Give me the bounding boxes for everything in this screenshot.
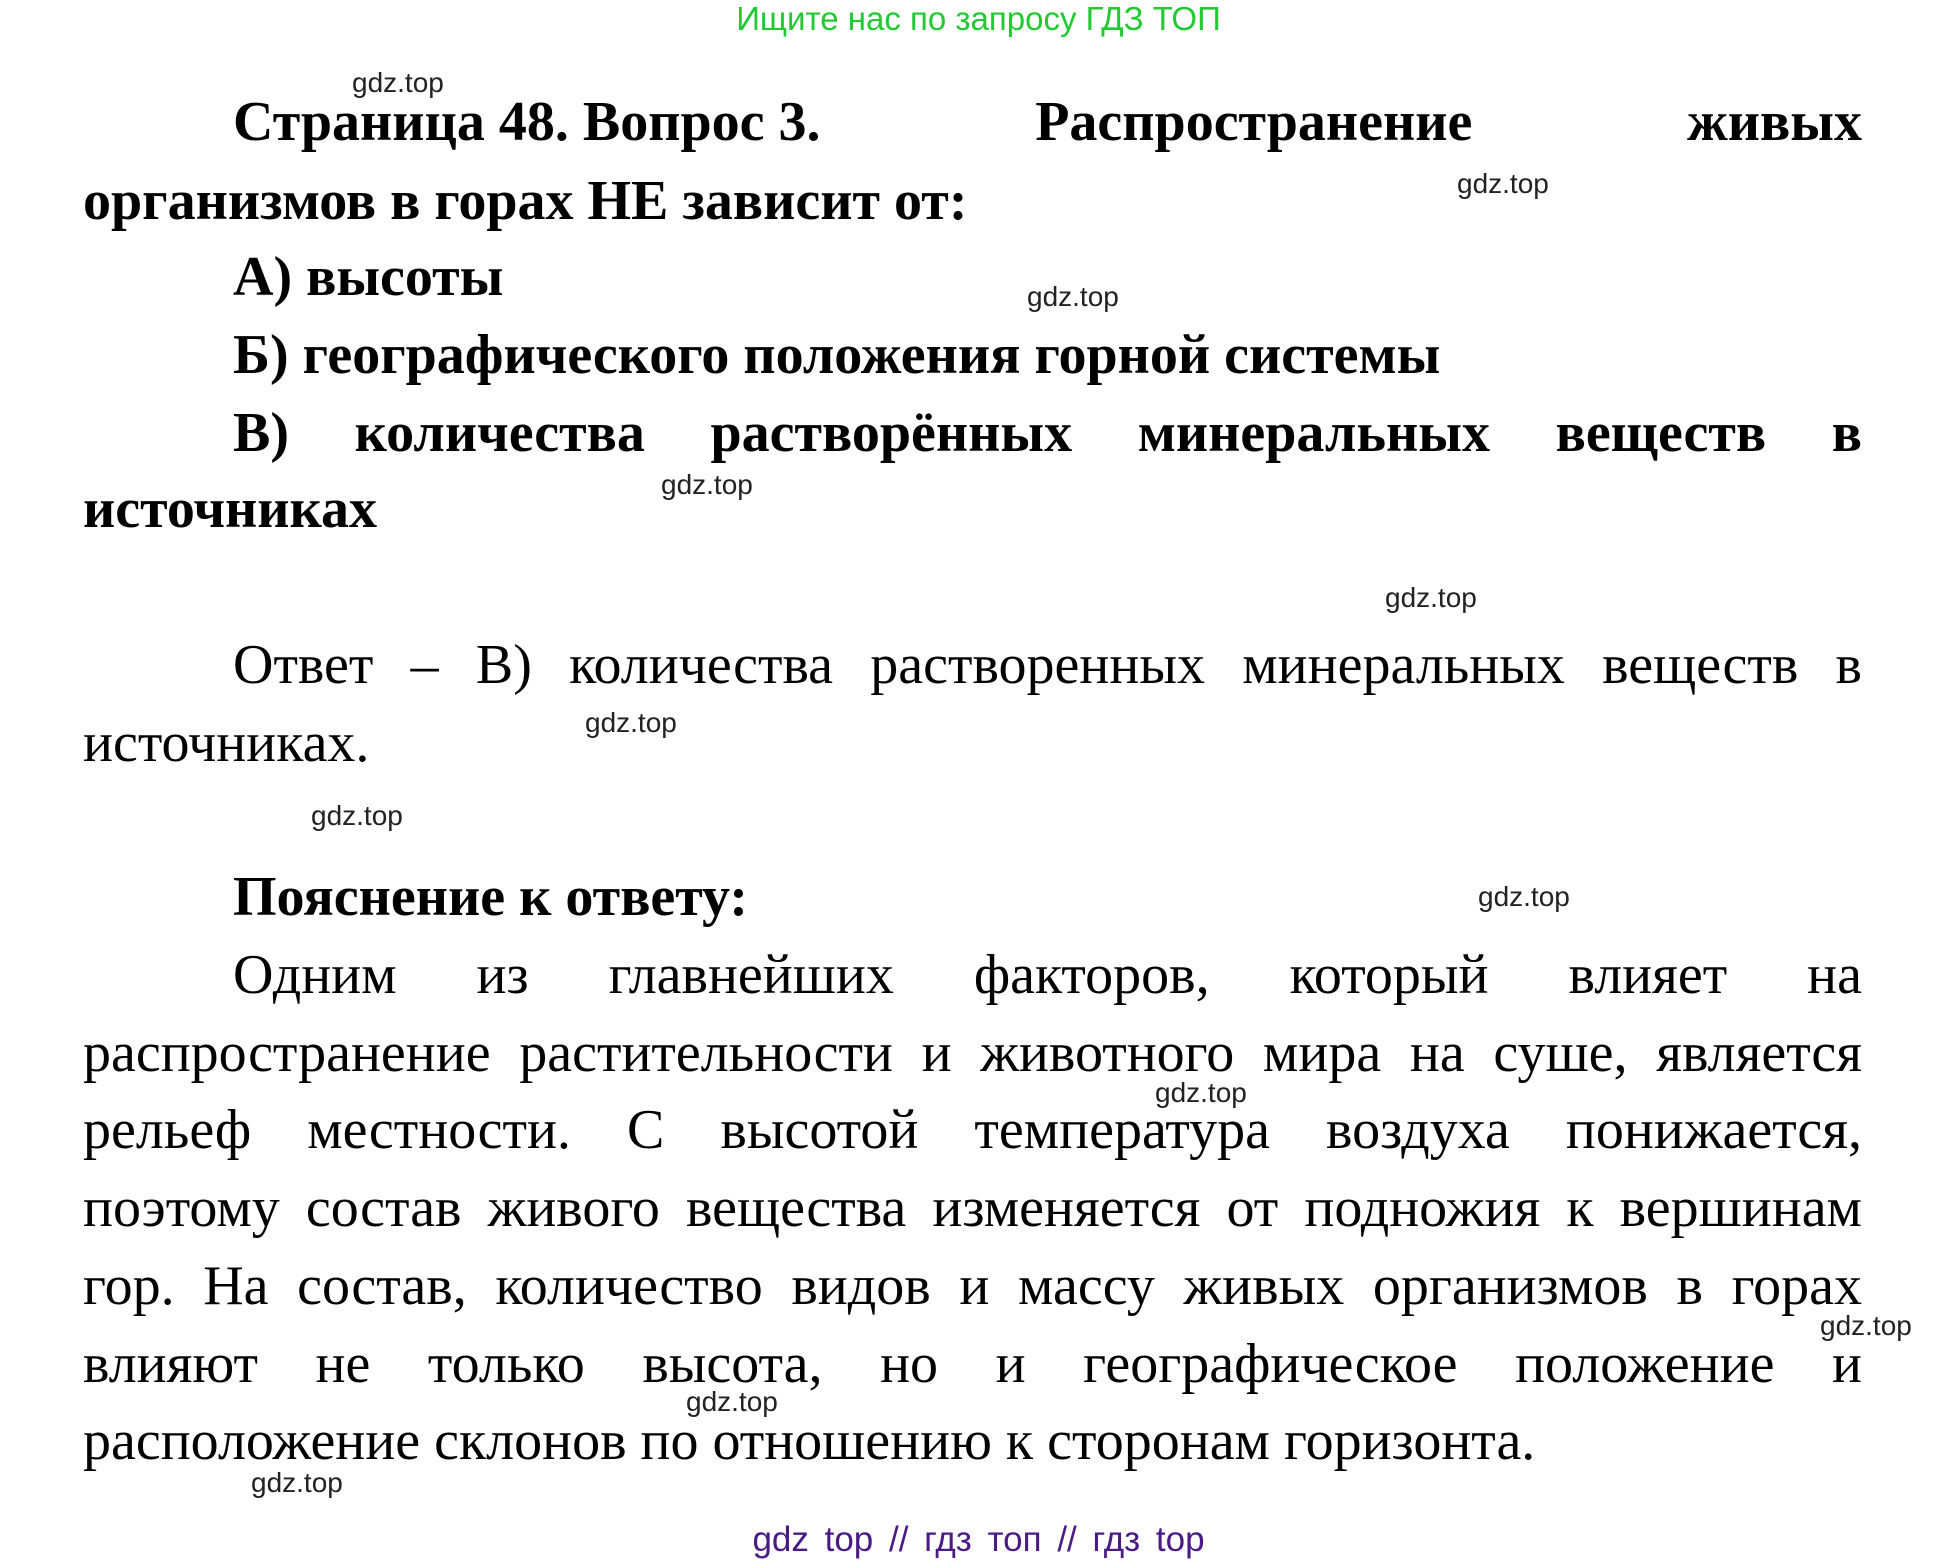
watermark: gdz.top — [1027, 281, 1119, 312]
explanation-line: поэтому состав живого вещества изменяется от подножия к вершинам — [83, 1177, 1862, 1239]
explanation-line: гор. На состав, количество видов и массу живых организмов в горах — [83, 1255, 1862, 1317]
watermark: gdz.top — [311, 800, 403, 831]
watermark: gdz.top — [1385, 582, 1477, 613]
question-title-line2: организмов в горах НЕ зависит от: — [83, 170, 968, 232]
watermark: gdz.top — [1820, 1310, 1912, 1341]
explanation-heading: Пояснение к ответу: — [233, 866, 748, 928]
question-title-line1 — [233, 89, 1862, 155]
answer-line2: источниках. — [83, 712, 370, 774]
watermark: gdz.top — [352, 67, 444, 98]
question-title-part3: живых — [1687, 91, 1862, 153]
option-a: А) высоты — [233, 246, 504, 308]
question-title-part1: Страница 48. Вопрос 3. — [233, 91, 821, 153]
answer-line1: Ответ – В) количества растворенных минеральных веществ в — [233, 634, 1862, 696]
watermark: gdz.top — [1478, 881, 1570, 912]
option-c-line2: источниках — [83, 478, 377, 540]
watermark: gdz.top — [1457, 168, 1549, 199]
explanation-line: распространение растительности и животного мира на суше, является — [83, 1022, 1862, 1084]
explanation-line: влияют не только высота, но и географическое положение и — [83, 1333, 1862, 1395]
watermark: gdz.top — [251, 1467, 343, 1498]
watermark: gdz.top — [686, 1386, 778, 1417]
footer-links: gdz top // гдз топ // гдз top — [752, 1520, 1205, 1559]
question-title-part2: Распространение — [1035, 91, 1473, 153]
search-banner: Ищите нас по запросу ГДЗ ТОП — [736, 0, 1221, 37]
explanation-line: Одним из главнейших факторов, который влияет на — [233, 944, 1862, 1006]
watermark: gdz.top — [585, 707, 677, 738]
option-b: Б) географического положения горной системы — [233, 324, 1441, 386]
option-c-line1: В) количества растворённых минеральных веществ в — [233, 402, 1862, 464]
watermark: gdz.top — [1155, 1077, 1247, 1108]
watermark: gdz.top — [661, 469, 753, 500]
explanation-line: расположение склонов по отношению к сторонам горизонта. — [83, 1410, 1536, 1472]
explanation-line: рельеф местности. С высотой температура воздуха понижается, — [83, 1099, 1862, 1161]
